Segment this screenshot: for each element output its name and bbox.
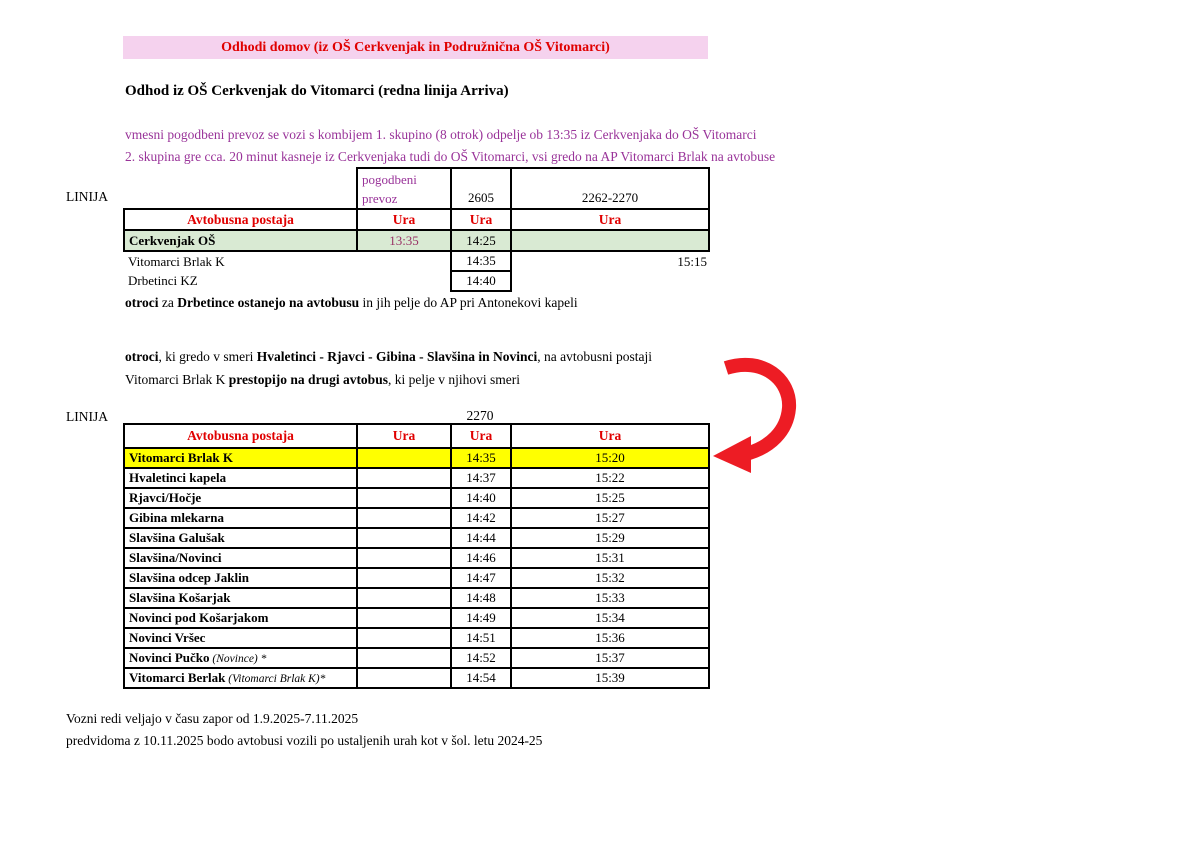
- intro-line-1: vmesni pogodbeni prevoz se vozi s kombijem 1. skupino (8 otrok) odpelje ob 13:35 iz Cerkvenjaka do OŠ Vitomarci: [125, 127, 757, 142]
- time-cell: [511, 230, 709, 251]
- time-cell: 14:49: [451, 608, 511, 628]
- empty-cell: [511, 271, 709, 291]
- time-cell: 14:54: [451, 668, 511, 688]
- line-number-2270: 2270: [466, 408, 494, 423]
- station-cell: Slavšina Košarjak: [124, 588, 357, 608]
- linija-label-1: LINIJA: [66, 189, 108, 204]
- station-cell: Cerkvenjak OŠ: [124, 230, 357, 251]
- time-cell: 15:34: [511, 608, 709, 628]
- station-column-header: Avtobusna postaja: [124, 424, 357, 448]
- time-cell: [357, 648, 451, 668]
- table-row: [124, 508, 709, 528]
- table-row: [124, 251, 709, 271]
- contract-transport-header: pogodbeni prevoz: [357, 168, 451, 209]
- time-cell: [357, 548, 451, 568]
- line-number-row: [124, 168, 709, 209]
- table-row: [124, 271, 709, 291]
- note-drbetinci: otroci za Drbetince ostanejo na avtobusu in jih pelje do AP pri Antonekovi kapeli: [125, 295, 578, 310]
- time-cell: [357, 528, 451, 548]
- station-cell: Slavšina Galušak: [124, 528, 357, 548]
- time-cell: 14:40: [451, 271, 511, 291]
- departure-table-cerkvenjak: [123, 167, 710, 292]
- intro-line-2: 2. skupina gre cca. 20 minut kasneje iz Cerkvenjaka tudi do OŠ Vitomarci, vsi gredo na AP Vitomarci Brlak na avtobuse: [125, 149, 776, 164]
- page-banner: [123, 36, 708, 59]
- time-cell: 14:44: [451, 528, 511, 548]
- time-cell: 14:35: [451, 448, 511, 468]
- column-header-row: [124, 209, 709, 230]
- table-row: [124, 568, 709, 588]
- departure-table-vitomarci: [123, 423, 710, 689]
- time-cell: 14:52: [451, 648, 511, 668]
- curved-arrow-icon: [701, 356, 797, 474]
- banner-text: Odhodi domov (iz OŠ Cerkvenjak in Podružnična OŠ Vitomarci): [221, 39, 610, 55]
- time-cell: [357, 588, 451, 608]
- time-cell: 14:25: [451, 230, 511, 251]
- station-cell: Rjavci/Hočje: [124, 488, 357, 508]
- table-row: [124, 528, 709, 548]
- table-row: [124, 588, 709, 608]
- page-title: Odhod iz OŠ Cerkvenjak do Vitomarci (redna linija Arriva): [125, 83, 509, 99]
- table-row: [124, 468, 709, 488]
- time-cell: 15:22: [511, 468, 709, 488]
- time-cell: [357, 468, 451, 488]
- table-row: [124, 668, 709, 688]
- time-cell: [357, 608, 451, 628]
- time-cell: 14:48: [451, 588, 511, 608]
- time-cell: 14:47: [451, 568, 511, 588]
- empty-cell: [124, 168, 357, 209]
- time-cell: 14:35: [451, 251, 511, 271]
- station-cell: Novinci pod Košarjakom: [124, 608, 357, 628]
- table-row: [124, 648, 709, 668]
- table-row: [124, 230, 709, 251]
- table-row: [124, 608, 709, 628]
- time-column-header: Ura: [357, 209, 451, 230]
- time-column-header: Ura: [511, 424, 709, 448]
- time-cell: [357, 488, 451, 508]
- time-cell: [357, 448, 451, 468]
- station-cell: Vitomarci Brlak K: [128, 253, 225, 269]
- station-cell: Vitomarci Berlak (Vitomarci Brlak K)*: [124, 668, 357, 688]
- linija-label-2: LINIJA: [66, 409, 108, 424]
- station-cell: Slavšina/Novinci: [124, 548, 357, 568]
- validity-line-2: predvidoma z 10.11.2025 bodo avtobusi vozili po ustaljenih urah kot v šol. letu 2024-25: [66, 733, 543, 748]
- validity-line-1: Vozni redi veljajo v času zapor od 1.9.2025-7.11.2025: [66, 711, 359, 726]
- time-cell: 15:37: [511, 648, 709, 668]
- station-cell: Vitomarci Brlak K: [124, 448, 357, 468]
- time-cell: 15:20: [511, 448, 709, 468]
- table-row: [124, 548, 709, 568]
- table-row: [124, 448, 709, 468]
- station-cell: Novinci Vršec: [124, 628, 357, 648]
- station-cell: Gibina mlekarna: [124, 508, 357, 528]
- time-cell: [357, 668, 451, 688]
- note-transfer-line-2: Vitomarci Brlak K prestopijo na drugi avtobus, ki pelje v njihovi smeri: [125, 372, 520, 387]
- station-cell: Drbetinci KZ: [128, 273, 198, 288]
- time-cell: [357, 568, 451, 588]
- station-column-header: Avtobusna postaja: [124, 209, 357, 230]
- time-column-header: Ura: [451, 209, 511, 230]
- time-cell: [357, 628, 451, 648]
- time-cell: 15:39: [511, 668, 709, 688]
- intro-notes: [125, 124, 775, 168]
- column-header-row: [124, 424, 709, 448]
- time-cell: 15:33: [511, 588, 709, 608]
- time-cell: 15:29: [511, 528, 709, 548]
- table-row: [124, 628, 709, 648]
- table-row: [124, 488, 709, 508]
- time-cell: 14:40: [451, 488, 511, 508]
- validity-notes: [66, 708, 542, 752]
- time-cell: 15:25: [511, 488, 709, 508]
- time-cell: 15:36: [511, 628, 709, 648]
- note-transfer: [125, 345, 652, 391]
- station-cell: Novinci Pučko (Novince) *: [124, 648, 357, 668]
- time-column-header: Ura: [451, 424, 511, 448]
- time-cell: 14:42: [451, 508, 511, 528]
- time-cell: 14:46: [451, 548, 511, 568]
- time-cell: 15:32: [511, 568, 709, 588]
- time-cell: 14:37: [451, 468, 511, 488]
- time-cell: 13:35: [357, 230, 451, 251]
- line-number-2605: 2605: [451, 168, 511, 209]
- time-cell: 15:31: [511, 548, 709, 568]
- station-cell: Slavšina odcep Jaklin: [124, 568, 357, 588]
- empty-cell: [357, 271, 451, 291]
- time-column-header: Ura: [357, 424, 451, 448]
- line-number-2262-2270: 2262-2270: [511, 168, 709, 209]
- note-transfer-line-1: otroci, ki gredo v smeri Hvaletinci - Rjavci - Gibina - Slavšina in Novinci, na avtobusni postaji: [125, 349, 652, 364]
- time-cell: 15:27: [511, 508, 709, 528]
- empty-cell: [357, 251, 451, 271]
- time-cell: [357, 508, 451, 528]
- time-cell: 15:15: [677, 253, 707, 269]
- time-cell: 14:51: [451, 628, 511, 648]
- station-cell: Hvaletinci kapela: [124, 468, 357, 488]
- time-column-header: Ura: [511, 209, 709, 230]
